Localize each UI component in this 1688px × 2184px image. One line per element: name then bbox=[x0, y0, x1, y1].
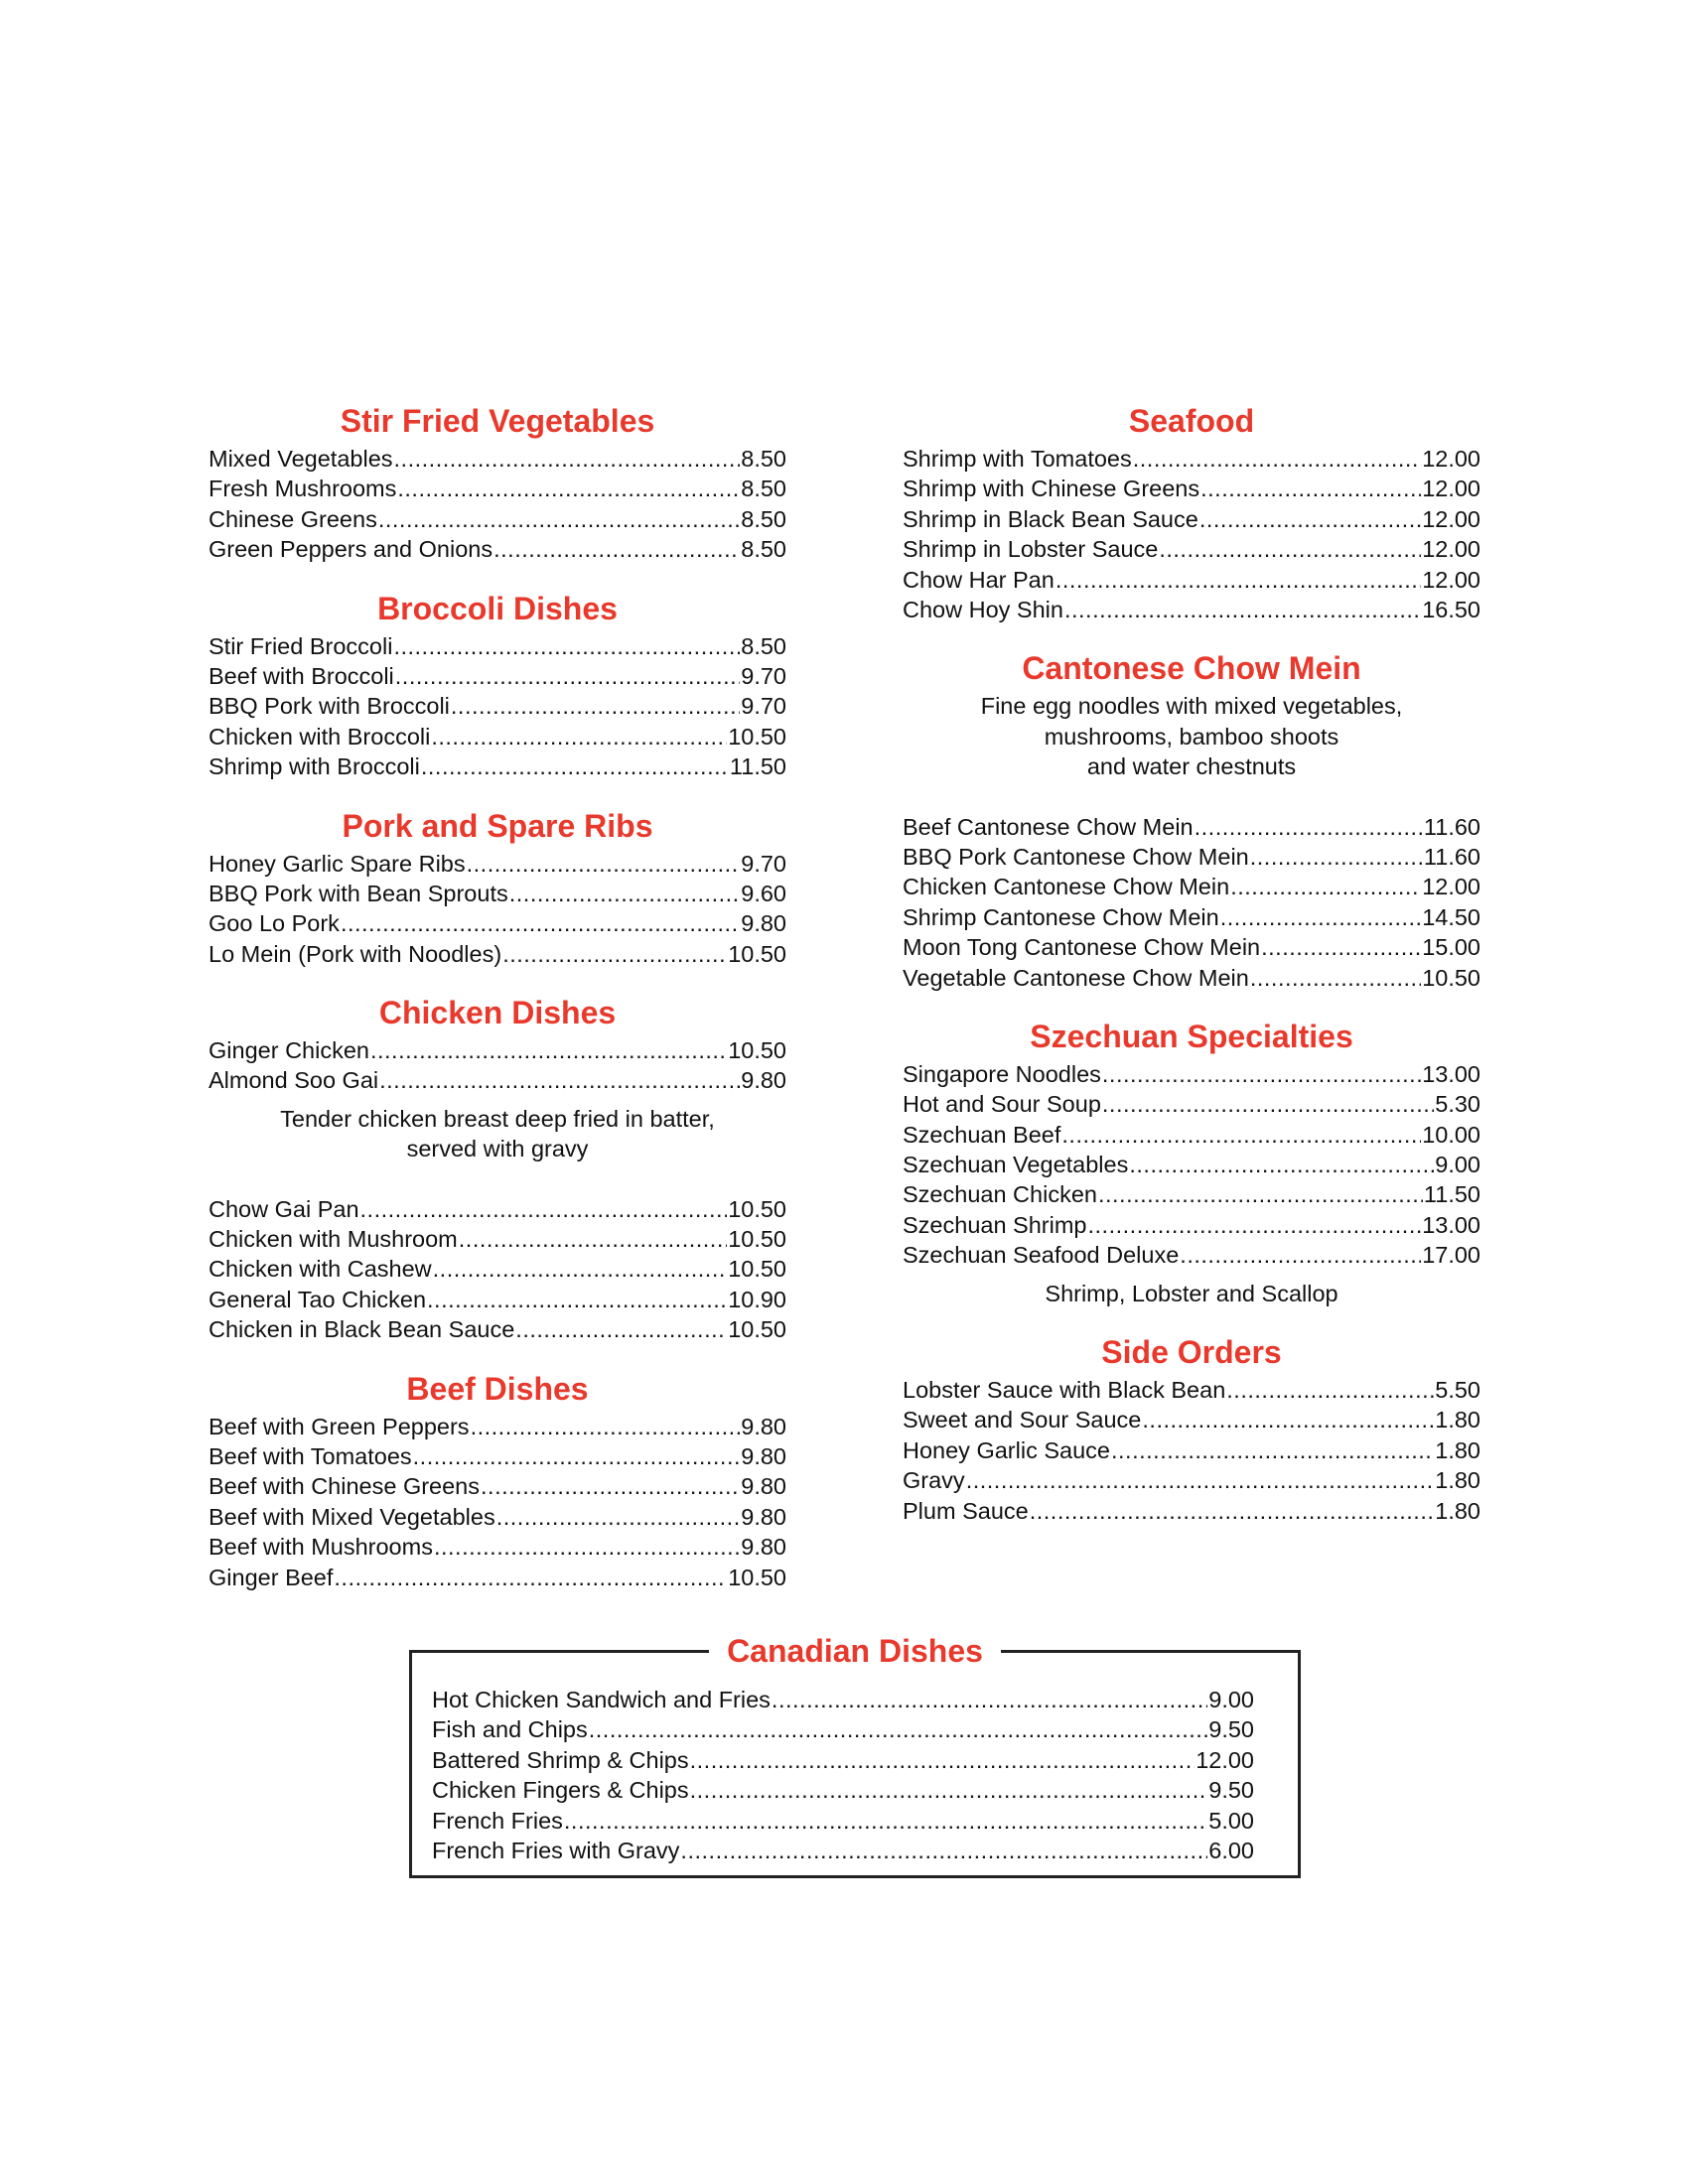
menu-column-left bbox=[209, 401, 786, 1616]
menu-item bbox=[209, 534, 786, 564]
menu-item bbox=[209, 879, 786, 908]
menu-item bbox=[209, 849, 786, 879]
menu-items bbox=[903, 812, 1480, 993]
item-name: French Fries with Gravy bbox=[432, 1837, 680, 1863]
menu-item bbox=[432, 1836, 1254, 1865]
menu-item bbox=[903, 932, 1480, 962]
dot-leader bbox=[1250, 842, 1423, 872]
item-name: Goo Lo Pork bbox=[209, 910, 340, 937]
dot-leader bbox=[690, 1775, 1208, 1805]
item-price: 5.30 bbox=[1435, 1091, 1480, 1118]
item-price: 12.00 bbox=[1422, 446, 1480, 472]
item-price: 6.00 bbox=[1208, 1837, 1254, 1863]
item-name: Chow Gai Pan bbox=[209, 1195, 359, 1222]
item-price: 9.70 bbox=[741, 693, 786, 720]
canadian-dishes-title: Canadian Dishes bbox=[709, 1633, 1001, 1669]
item-name: Almond Soo Gai bbox=[209, 1067, 379, 1094]
item-price: 9.50 bbox=[1208, 1777, 1254, 1804]
menu-item bbox=[209, 631, 786, 661]
section-heading: Beef Dishes bbox=[406, 1370, 589, 1407]
menu-item bbox=[209, 751, 786, 781]
menu-item bbox=[209, 661, 786, 691]
dot-leader bbox=[1142, 1405, 1434, 1434]
item-name: Hot and Sour Soup bbox=[903, 1091, 1101, 1118]
menu-item bbox=[432, 1685, 1254, 1714]
dot-leader bbox=[690, 1745, 1196, 1775]
menu-item bbox=[903, 1179, 1480, 1209]
item-price: 12.00 bbox=[1422, 476, 1480, 502]
dot-leader bbox=[966, 1465, 1435, 1495]
dot-leader bbox=[467, 849, 741, 879]
section-heading: Seafood bbox=[1128, 403, 1255, 439]
item-name: Battered Shrimp & Chips bbox=[432, 1746, 689, 1773]
item-price: 9.80 bbox=[741, 1473, 786, 1500]
menu-item bbox=[209, 1532, 786, 1562]
item-name: Vegetable Cantonese Chow Mein bbox=[903, 964, 1249, 991]
item-price: 8.50 bbox=[741, 505, 786, 532]
canadian-dishes-box bbox=[409, 1633, 1301, 1878]
item-name: BBQ Pork with Bean Sprouts bbox=[209, 880, 508, 906]
item-name: French Fries bbox=[432, 1807, 563, 1834]
item-price: 12.00 bbox=[1422, 874, 1480, 900]
menu-item bbox=[432, 1745, 1254, 1775]
menu-item bbox=[209, 722, 786, 751]
menu-item bbox=[209, 1563, 786, 1592]
menu-item bbox=[903, 444, 1480, 474]
menu-item bbox=[209, 691, 786, 721]
item-price: 9.80 bbox=[741, 1067, 786, 1094]
menu-item bbox=[903, 534, 1480, 564]
item-name: Chow Hoy Shin bbox=[903, 596, 1063, 622]
item-price: 17.00 bbox=[1422, 1242, 1480, 1269]
menu-item bbox=[903, 1405, 1480, 1434]
item-name: Shrimp in Lobster Sauce bbox=[903, 536, 1159, 563]
section-heading: Side Orders bbox=[1101, 1334, 1282, 1371]
item-name: Fish and Chips bbox=[432, 1716, 588, 1743]
item-price: 9.70 bbox=[741, 850, 786, 877]
item-price: 10.90 bbox=[728, 1286, 786, 1312]
section-heading bbox=[412, 1631, 1298, 1671]
item-name: Plum Sauce bbox=[903, 1497, 1029, 1524]
dot-leader bbox=[431, 722, 727, 751]
item-name: Shrimp in Black Bean Sauce bbox=[903, 505, 1198, 532]
menu-items bbox=[209, 1412, 786, 1592]
dot-leader bbox=[451, 691, 740, 721]
menu-item bbox=[903, 1375, 1480, 1405]
item-name: Shrimp with Tomatoes bbox=[903, 446, 1132, 472]
item-price: 10.50 bbox=[1422, 964, 1480, 991]
dot-leader bbox=[1098, 1179, 1423, 1209]
menu-item bbox=[209, 939, 786, 969]
menu-items bbox=[432, 1685, 1254, 1865]
item-price: 8.50 bbox=[741, 476, 786, 502]
section-heading: Chicken Dishes bbox=[378, 995, 617, 1031]
menu-item bbox=[209, 1471, 786, 1501]
item-price: 15.00 bbox=[1422, 934, 1480, 961]
item-price: 10.50 bbox=[728, 1256, 786, 1283]
item-name: General Tao Chicken bbox=[209, 1286, 427, 1312]
section-beef-dishes bbox=[209, 1369, 786, 1592]
dot-leader bbox=[1199, 504, 1421, 534]
item-price: 9.00 bbox=[1435, 1152, 1480, 1178]
dot-leader bbox=[1180, 1240, 1421, 1270]
dot-leader bbox=[393, 631, 740, 661]
dot-leader bbox=[509, 879, 741, 908]
item-name: Chow Har Pan bbox=[903, 566, 1055, 593]
dot-leader bbox=[334, 1563, 727, 1592]
item-price: 9.80 bbox=[741, 1503, 786, 1530]
dot-leader bbox=[471, 1412, 741, 1441]
item-price: 1.80 bbox=[1435, 1467, 1480, 1494]
dot-leader bbox=[1220, 902, 1421, 932]
menu-items bbox=[209, 444, 786, 565]
menu-column-right bbox=[903, 401, 1480, 1550]
item-name: Honey Garlic Sauce bbox=[903, 1436, 1110, 1463]
item-name: Beef with Mushrooms bbox=[209, 1534, 433, 1561]
dot-leader bbox=[1102, 1059, 1421, 1089]
section-seafood bbox=[903, 401, 1480, 624]
dot-leader bbox=[433, 1254, 728, 1284]
dot-leader bbox=[394, 444, 741, 474]
dot-leader bbox=[1230, 872, 1421, 901]
item-price: 13.00 bbox=[1422, 1060, 1480, 1087]
menu-item bbox=[903, 565, 1480, 595]
dot-leader bbox=[1133, 444, 1421, 474]
menu-item bbox=[903, 902, 1480, 932]
item-name: Szechuan Vegetables bbox=[903, 1152, 1129, 1178]
item-name: Lobster Sauce with Black Bean bbox=[903, 1377, 1226, 1404]
dot-leader bbox=[413, 1441, 741, 1471]
menu-item bbox=[903, 1435, 1480, 1465]
section-note: Tender chicken breast deep fried in batter, served with gravy bbox=[280, 1105, 715, 1162]
dot-leader bbox=[434, 1532, 740, 1562]
item-price: 11.50 bbox=[729, 753, 786, 780]
dot-leader bbox=[341, 908, 740, 938]
item-name: Szechuan Beef bbox=[903, 1121, 1061, 1148]
item-price: 11.60 bbox=[1423, 843, 1480, 870]
dot-leader bbox=[502, 939, 727, 969]
dot-leader bbox=[421, 751, 729, 781]
item-price: 12.00 bbox=[1196, 1746, 1254, 1773]
dot-leader bbox=[360, 1194, 728, 1224]
dot-leader bbox=[1064, 595, 1421, 624]
menu-item bbox=[432, 1775, 1254, 1805]
item-name: Hot Chicken Sandwich and Fries bbox=[432, 1687, 771, 1712]
menu-item bbox=[903, 812, 1480, 842]
menu-item bbox=[209, 1254, 786, 1284]
menu-item bbox=[903, 474, 1480, 503]
item-price: 10.50 bbox=[728, 1564, 786, 1590]
dot-leader bbox=[481, 1471, 740, 1501]
dot-leader bbox=[564, 1806, 1207, 1836]
dot-leader bbox=[772, 1685, 1207, 1714]
section-szechuan-specialties bbox=[903, 1017, 1480, 1308]
item-name: Green Peppers and Onions bbox=[209, 536, 493, 563]
dot-leader bbox=[1159, 534, 1421, 564]
menu-item bbox=[209, 444, 786, 474]
item-price: 9.80 bbox=[741, 910, 786, 937]
item-price: 13.00 bbox=[1422, 1211, 1480, 1238]
menu-items bbox=[209, 631, 786, 782]
section-stir-fried-vegetables bbox=[209, 401, 786, 565]
menu-item bbox=[903, 1150, 1480, 1179]
item-name: Fresh Mushrooms bbox=[209, 476, 397, 502]
item-price: 10.50 bbox=[728, 1316, 786, 1343]
dot-leader bbox=[1261, 932, 1421, 962]
item-name: Beef with Green Peppers bbox=[209, 1413, 470, 1439]
menu-items bbox=[903, 444, 1480, 624]
item-price: 5.00 bbox=[1208, 1807, 1254, 1834]
item-price: 12.00 bbox=[1422, 536, 1480, 563]
item-name: Chicken Cantonese Chow Mein bbox=[903, 874, 1230, 900]
section-heading: Broccoli Dishes bbox=[377, 590, 618, 626]
item-price: 12.00 bbox=[1422, 566, 1480, 593]
dot-leader bbox=[459, 1224, 727, 1254]
dot-leader bbox=[1200, 474, 1421, 503]
section-note: Shrimp, Lobster and Scallop bbox=[1045, 1280, 1338, 1306]
menu-item bbox=[903, 1240, 1480, 1270]
menu-item bbox=[209, 1412, 786, 1441]
menu-items bbox=[209, 1194, 786, 1345]
menu-item bbox=[209, 1285, 786, 1314]
menu-item bbox=[209, 1035, 786, 1065]
item-name: Chicken with Mushroom bbox=[209, 1226, 458, 1253]
item-price: 10.50 bbox=[728, 1226, 786, 1253]
item-price: 8.50 bbox=[741, 632, 786, 659]
item-price: 9.00 bbox=[1208, 1687, 1254, 1712]
item-name: Chinese Greens bbox=[209, 505, 377, 532]
item-name: Lo Mein (Pork with Noodles) bbox=[209, 940, 502, 967]
menu-item bbox=[903, 504, 1480, 534]
section-broccoli-dishes bbox=[209, 589, 786, 782]
section-heading: Cantonese Chow Mein bbox=[1022, 650, 1361, 687]
item-name: Ginger Beef bbox=[209, 1564, 334, 1590]
menu-item bbox=[903, 1120, 1480, 1150]
item-price: 9.50 bbox=[1208, 1716, 1254, 1743]
item-name: Chicken with Cashew bbox=[209, 1256, 432, 1283]
dot-leader bbox=[493, 534, 740, 564]
section-side-orders bbox=[903, 1332, 1480, 1526]
menu-item bbox=[903, 872, 1480, 901]
dot-leader bbox=[379, 1065, 740, 1095]
menu-items bbox=[209, 1035, 786, 1096]
menu-item bbox=[903, 1465, 1480, 1495]
dot-leader bbox=[1195, 812, 1423, 842]
dot-leader bbox=[496, 1502, 741, 1532]
item-price: 9.70 bbox=[741, 662, 786, 689]
item-name: Stir Fried Broccoli bbox=[209, 632, 393, 659]
item-name: Shrimp with Chinese Greens bbox=[903, 476, 1200, 502]
dot-leader bbox=[1061, 1120, 1421, 1150]
item-price: 10.00 bbox=[1422, 1121, 1480, 1148]
item-price: 11.60 bbox=[1423, 813, 1480, 840]
item-name: Honey Garlic Spare Ribs bbox=[209, 850, 466, 877]
item-price: 11.50 bbox=[1423, 1181, 1480, 1208]
menu-item bbox=[209, 908, 786, 938]
dot-leader bbox=[1030, 1496, 1435, 1526]
item-price: 1.80 bbox=[1435, 1436, 1480, 1463]
item-name: Ginger Chicken bbox=[209, 1037, 369, 1064]
section-cantonese-chow-mein bbox=[903, 648, 1480, 993]
section-heading: Szechuan Specialties bbox=[1030, 1018, 1353, 1054]
dot-leader bbox=[378, 504, 740, 534]
menu-item bbox=[903, 1210, 1480, 1240]
item-name: Chicken in Black Bean Sauce bbox=[209, 1316, 515, 1343]
item-name: Shrimp Cantonese Chow Mein bbox=[903, 903, 1219, 930]
item-name: Beef with Chinese Greens bbox=[209, 1473, 481, 1500]
item-price: 1.80 bbox=[1435, 1497, 1480, 1524]
menu-item bbox=[903, 1496, 1480, 1526]
item-price: 1.80 bbox=[1435, 1407, 1480, 1433]
item-price: 8.50 bbox=[741, 446, 786, 472]
item-price: 10.50 bbox=[728, 723, 786, 750]
section-heading: Stir Fried Vegetables bbox=[340, 403, 655, 439]
menu-item bbox=[903, 595, 1480, 624]
section-heading: Pork and Spare Ribs bbox=[342, 807, 653, 844]
item-price: 5.50 bbox=[1435, 1377, 1480, 1404]
section-note: Fine egg noodles with mixed vegetables, mushrooms, bamboo shoots and water chestnuts bbox=[980, 693, 1403, 780]
menu-item bbox=[432, 1714, 1254, 1744]
item-price: 9.60 bbox=[741, 880, 786, 906]
dot-leader bbox=[1250, 963, 1421, 993]
item-price: 16.50 bbox=[1422, 596, 1480, 622]
item-price: 12.00 bbox=[1422, 505, 1480, 532]
item-price: 8.50 bbox=[741, 536, 786, 563]
item-price: 14.50 bbox=[1422, 903, 1480, 930]
menu-item bbox=[209, 1502, 786, 1532]
dot-leader bbox=[515, 1314, 727, 1344]
menu-item bbox=[209, 1194, 786, 1224]
dot-leader bbox=[680, 1836, 1207, 1865]
item-price: 9.80 bbox=[741, 1413, 786, 1439]
section-pork-and-spare-ribs bbox=[209, 806, 786, 970]
menu-item bbox=[209, 1065, 786, 1095]
item-name: Beef with Broccoli bbox=[209, 662, 394, 689]
item-name: Shrimp with Broccoli bbox=[209, 753, 420, 780]
menu-items bbox=[903, 1059, 1480, 1271]
dot-leader bbox=[370, 1035, 727, 1065]
menu-item bbox=[903, 963, 1480, 993]
item-name: Beef with Mixed Vegetables bbox=[209, 1503, 495, 1530]
item-name: Gravy bbox=[903, 1467, 965, 1494]
dot-leader bbox=[589, 1714, 1208, 1744]
item-price: 10.50 bbox=[728, 1195, 786, 1222]
dot-leader bbox=[1129, 1150, 1434, 1179]
item-name: Sweet and Sour Sauce bbox=[903, 1407, 1142, 1433]
item-name: Moon Tong Cantonese Chow Mein bbox=[903, 934, 1261, 961]
section-chicken-dishes bbox=[209, 993, 786, 1345]
dot-leader bbox=[1055, 565, 1421, 595]
item-price: 10.50 bbox=[728, 1037, 786, 1064]
item-price: 9.80 bbox=[741, 1534, 786, 1561]
item-name: Szechuan Seafood Deluxe bbox=[903, 1242, 1180, 1269]
menu-item bbox=[209, 1314, 786, 1344]
item-name: BBQ Pork with Broccoli bbox=[209, 693, 450, 720]
item-price: 10.50 bbox=[728, 940, 786, 967]
dot-leader bbox=[1088, 1210, 1422, 1240]
dot-leader bbox=[1226, 1375, 1434, 1405]
menu-item bbox=[432, 1806, 1254, 1836]
dot-leader bbox=[397, 474, 740, 503]
menu-item bbox=[903, 1089, 1480, 1119]
item-price: 9.80 bbox=[741, 1443, 786, 1470]
dot-leader bbox=[1111, 1435, 1434, 1465]
dot-leader bbox=[395, 661, 740, 691]
menu-items bbox=[903, 1375, 1480, 1526]
item-name: Szechuan Shrimp bbox=[903, 1211, 1087, 1238]
item-name: Beef Cantonese Chow Mein bbox=[903, 813, 1194, 840]
item-name: Singapore Noodles bbox=[903, 1060, 1101, 1087]
dot-leader bbox=[1102, 1089, 1434, 1119]
item-name: Chicken Fingers & Chips bbox=[432, 1777, 689, 1804]
menu-items bbox=[209, 849, 786, 970]
menu-item bbox=[903, 1059, 1480, 1089]
menu-item bbox=[903, 842, 1480, 872]
menu-item bbox=[209, 504, 786, 534]
dot-leader bbox=[427, 1285, 727, 1314]
item-name: Beef with Tomatoes bbox=[209, 1443, 412, 1470]
menu-item bbox=[209, 474, 786, 503]
item-name: Mixed Vegetables bbox=[209, 446, 393, 472]
item-name: Szechuan Chicken bbox=[903, 1181, 1097, 1208]
item-name: BBQ Pork Cantonese Chow Mein bbox=[903, 843, 1249, 870]
menu-item bbox=[209, 1224, 786, 1254]
menu-item bbox=[209, 1441, 786, 1471]
item-name: Chicken with Broccoli bbox=[209, 723, 431, 750]
